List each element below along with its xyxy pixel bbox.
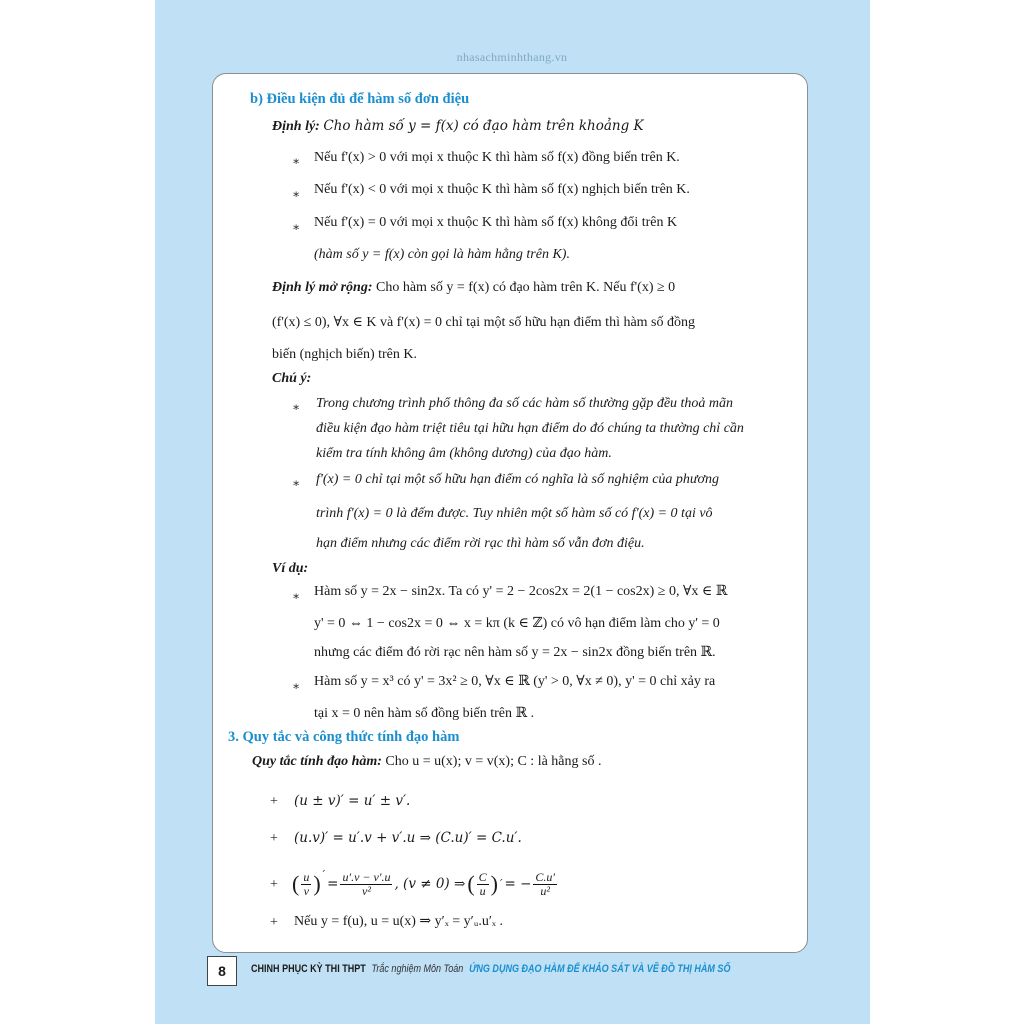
note-line-1: Trong chương trình phổ thông đa số các hàm số thường gặp đều thoả mãn [316,396,734,411]
note-line-4: f'(x) = 0 chỉ tại một số hữu hạn điểm có nghĩa là số nghiệm của phương [316,472,720,487]
footer-title: ỨNG DỤNG ĐẠO HÀM ĐỂ KHẢO SÁT VÀ VẼ ĐỒ THỊ HÀM SỐ [469,963,731,975]
plus-sign: + [270,794,278,809]
fraction-numerator: C [478,869,487,884]
prime-mark: ′ [322,868,326,881]
note-line-2: điều kiện đạo hàm triệt tiêu tại hữu hạn điểm do đó chúng ta thường chỉ cần [316,421,744,436]
example-line-5: tại x = 0 nên hàm số đồng biến trên ℝ . [314,706,535,721]
theorem-bullet-1: Nếu f'(x) > 0 với mọi x thuộc K thì hàm số f(x) đồng biến trên K. [314,150,680,165]
plus-sign: + [270,915,278,930]
fraction-result [533,871,557,898]
fraction-denominator: v [303,883,309,898]
note-label: Chú ý: [272,371,312,386]
equals-sign: = [327,876,339,892]
rule-text: Cho u = u(x); v = v(x); C : là hằng số . [385,754,602,769]
bullet-star: ∗ [292,679,301,693]
bullet-star: ∗ [292,476,301,490]
equals-minus-sign: = − [504,876,532,892]
theorem-bullet-3-note: (hàm số y = f(x) còn gọi là hàm hằng trên K). [314,247,570,262]
example-label: Ví dụ: [272,561,309,576]
example-line-4: Hàm số y = x³ có y' = 3x² ≥ 0, ∀x ∈ ℝ (y' > 0, ∀x ≠ 0), y' = 0 chỉ xảy ra [314,674,716,689]
example-line-2: y' = 0 ⇔ 1 − cos2x = 0 ⇔ x = kπ (k ∈ ℤ) có vô hạn điểm làm cho y' = 0 [314,616,720,631]
section-3-heading: 3. Quy tắc và công thức tính đạo hàm [228,729,460,745]
watermark: nhasachminhthang.vn [456,50,568,64]
fraction-u-over-v [301,871,311,898]
quotient-condition: , (v ≠ 0) ⇒ [394,876,466,892]
example-line-3: nhưng các điểm đó rời rạc nên hàm số y = 2x − sin2x đồng biến trên ℝ. [314,645,716,660]
bullet-star: ∗ [292,589,301,603]
theorem-line [272,117,644,136]
rule-sum: (u ± v)′ = u′ ± v′. [294,793,411,809]
theorem-bullet-2: Nếu f'(x) < 0 với mọi x thuộc K thì hàm số f(x) nghịch biến trên K. [314,182,690,197]
fraction-denominator: v² [362,883,371,898]
footer-series: CHINH PHỤC KỲ THI THPT [251,963,366,975]
rule-chain: Nếu y = f(u), u = u(x) ⇒ y′ₓ = y′ᵤ.u′ₓ . [294,914,503,929]
extended-theorem-text-1: Cho hàm số y = f(x) có đạo hàm trên K. Nếu f'(x) ≥ 0 [375,280,676,295]
fraction-denominator: u [479,883,486,898]
fraction-numerator: u [303,869,310,884]
paren-open: ( [467,871,475,896]
fraction-denominator: u² [540,883,551,898]
rule-product: (u.v)′ = u′.v + v′.u ⇒ (C.u)′ = C.u′. [294,830,522,846]
page-number: 8 [207,956,237,986]
rule-label: Quy tắc tính đạo hàm: [252,754,382,769]
theorem-label: Định lý: [272,119,320,134]
note-line-5: trình f'(x) = 0 là đếm được. Tuy nhiên một số hàm số có f'(x) = 0 tại vô [316,506,713,521]
rule-line [252,753,601,771]
bullet-star: ∗ [292,154,301,168]
bullet-star: ∗ [292,187,301,201]
fraction-quotient-rule [340,871,392,898]
theorem-text: Cho hàm số y = f(x) có đạo hàm trên khoảng K [323,118,644,134]
fraction-numerator: C.u′ [535,869,556,884]
page-footer [207,956,807,988]
note-line-6: hạn điểm nhưng các điểm rời rạc thì hàm số vẫn đơn điệu. [316,536,645,551]
rule-quotient [292,862,557,906]
prime-mark: ′ [499,877,503,890]
note-line-3: kiểm tra tính không âm (không dương) của đạo hàm. [316,446,612,461]
extended-theorem-line-1 [272,279,675,297]
plus-sign: + [270,831,278,846]
fraction-c-over-u [477,871,489,898]
bullet-star: ∗ [292,400,301,414]
bullet-star: ∗ [292,220,301,234]
extended-theorem-label: Định lý mở rộng: [272,280,373,295]
plus-sign: + [270,877,278,892]
paren-close: ) [313,871,321,896]
footer-subject: Trắc nghiệm Môn Toán [371,963,464,975]
paren-close: ) [490,871,498,896]
fraction-numerator: u′.v − v′.u [342,869,391,884]
example-line-1: Hàm số y = 2x − sin2x. Ta có y' = 2 − 2cos2x = 2(1 − cos2x) ≥ 0, ∀x ∈ ℝ [314,584,728,599]
extended-theorem-line-3: biến (nghịch biến) trên K. [272,347,418,362]
extended-theorem-line-2: (f'(x) ≤ 0), ∀x ∈ K và f'(x) = 0 chỉ tại một số hữu hạn điểm thì hàm số đồng [272,315,696,330]
theorem-bullet-3: Nếu f'(x) = 0 với mọi x thuộc K thì hàm số f(x) không đổi trên K [314,215,678,230]
paren-open: ( [292,871,300,896]
footer-text [251,963,730,975]
section-b-heading: b) Điều kiện đủ để hàm số đơn điệu [250,91,470,107]
